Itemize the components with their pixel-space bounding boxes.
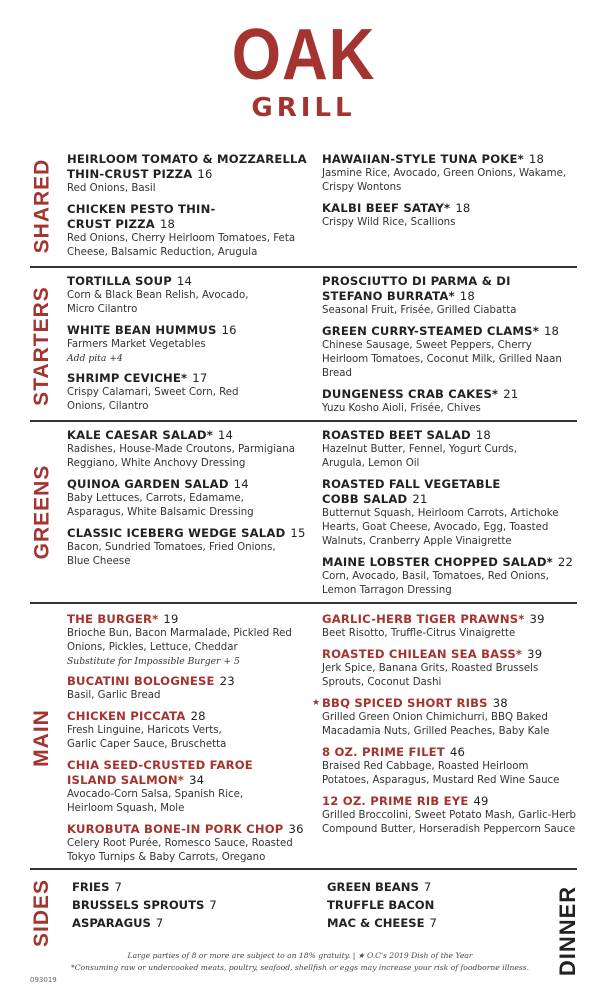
star-icon: ★ <box>312 698 321 708</box>
item-desc: Crispy Calamari, Sweet Corn, Red Onions, Cilantro <box>67 387 239 412</box>
left-column <box>67 612 317 871</box>
right-column <box>322 152 577 236</box>
item-desc: Butternut Squash, Heirloom Carrots, Artichoke Hearts, Goat Cheese, Avocado, Egg, Toasted Walnuts, Cranberry Apple Vinaigrette <box>322 508 559 547</box>
footer-line-2: *Consuming raw or undercooked meats, poultry, seafood, shellfish or eggs may increase your risk of foodborne illness. <box>70 963 530 972</box>
item-desc: Bacon, Sundried Tomatoes, Fried Onions, Blue Cheese <box>67 542 276 567</box>
item-name: HAWAIIAN-STYLE TUNA POKE* 18 <box>322 152 545 166</box>
divider <box>30 420 577 422</box>
item-desc: Yuzu Kosho Aioli, Frisée, Chives <box>322 403 481 414</box>
item-desc: Brioche Bun, Bacon Marmalade, Pickled Red Onions, Pickles, Lettuce, Cheddar <box>67 628 292 653</box>
footer-line-1: Large parties of 8 or more are subject to an 18% gratuity. | ★ O.C's 2019 Dish of the Year <box>127 951 473 960</box>
left-column <box>67 274 317 420</box>
divider <box>30 602 577 604</box>
left-column <box>67 428 317 575</box>
menu-item <box>67 758 317 816</box>
footer <box>60 950 540 974</box>
item-price: 18 <box>475 428 491 442</box>
menu-item <box>322 555 577 598</box>
menu-item <box>67 709 317 752</box>
menu-item <box>322 152 577 195</box>
item-name: SHRIMP CEVICHE* 17 <box>67 371 208 385</box>
logo <box>0 15 607 123</box>
section-starters <box>30 274 577 418</box>
section-label: GREENS <box>30 464 53 560</box>
item-desc: Basil, Garlic Bread <box>67 690 161 701</box>
item-price: 38 <box>492 696 508 710</box>
menu-item <box>67 526 317 569</box>
item-note: Substitute for Impossible Burger + 5 <box>67 656 240 667</box>
item-name: DUNGENESS CRAB CAKES* 21 <box>322 387 519 401</box>
menu-item <box>67 674 317 703</box>
menu-item <box>67 371 317 414</box>
item-name: CHIA SEED-CRUSTED FAROE ISLAND SALMON* 34 <box>67 758 253 787</box>
item-name: CHICKEN PESTO THIN-CRUST PIZZA 18 <box>67 202 216 231</box>
item-price: 23 <box>219 674 235 688</box>
item-name: GARLIC-HERB TIGER PRAWNS* 39 <box>322 612 545 626</box>
item-name: 12 OZ. PRIME RIB EYE 49 <box>322 794 489 808</box>
section-greens <box>30 428 577 596</box>
item-price: 19 <box>163 612 179 626</box>
menu-item <box>322 477 577 549</box>
item-desc: Grilled Green Onion Chimichurri, BBQ Baked Macadamia Nuts, Grilled Peaches, Baby Kale <box>322 712 550 737</box>
item-desc: Crispy Wild Rice, Scallions <box>322 217 456 228</box>
item-desc: Avocado-Corn Salsa, Spanish Rice, Heirloom Squash, Mole <box>67 789 244 814</box>
item-price: 16 <box>197 167 213 181</box>
right-column <box>327 878 467 932</box>
right-column <box>322 274 577 422</box>
item-name: CHICKEN PICCATA 28 <box>67 709 206 723</box>
item-desc: Corn, Avocado, Basil, Tomatoes, Red Onions, Lemon Tarragon Dressing <box>322 571 549 596</box>
section-label: MAIN <box>30 709 54 767</box>
menu-item <box>322 201 577 230</box>
item-name: ROASTED FALL VEGETABLE COBB SALAD 21 <box>322 477 501 506</box>
logo-grill: GRILL <box>251 93 356 123</box>
item-price: 17 <box>192 371 208 385</box>
menu-item <box>322 428 577 471</box>
item-name: KALBI BEEF SATAY* 18 <box>322 201 471 215</box>
item-price: 18 <box>455 201 471 215</box>
menu-item <box>67 202 317 260</box>
item-price: 7 <box>423 880 432 894</box>
side-item: GREEN BEANS 7 <box>327 880 432 894</box>
menu-item <box>67 323 317 365</box>
item-desc: Jerk Spice, Banana Grits, Roasted Brussels Sprouts, Coconut Dashi <box>322 663 539 688</box>
side-item: ASPARAGUS 7 <box>72 916 164 930</box>
item-desc: Baby Lettuces, Carrots, Edamame, Asparagus, White Balsamic Dressing <box>67 493 254 518</box>
menu-item <box>322 647 577 690</box>
item-desc: Grilled Broccolini, Sweet Potato Mash, Garlic-Herb Compound Butter, Horseradish Peppercorn Sauce <box>322 810 576 835</box>
item-price: 15 <box>290 526 306 540</box>
item-price: 14 <box>176 274 193 288</box>
item-desc: Red Onions, Cherry Heirloom Tomatoes, Feta Cheese, Balsamic Reduction, Arugula <box>67 233 296 258</box>
menu-code: 093019 <box>30 976 57 984</box>
item-name: KALE CAESAR SALAD* 14 <box>67 428 234 442</box>
item-price: 14 <box>217 428 234 442</box>
menu-item <box>322 612 577 641</box>
item-desc: Corn & Black Bean Relish, Avocado, Micro Cilantro <box>67 290 249 315</box>
section-shared <box>30 152 577 260</box>
right-column <box>322 428 577 604</box>
item-price: 34 <box>189 773 205 787</box>
item-name: THE BURGER* 19 <box>67 612 179 626</box>
divider <box>30 868 577 870</box>
item-price: 18 <box>459 289 475 303</box>
logo-oak: OAK <box>231 15 376 95</box>
menu-item <box>322 274 577 318</box>
item-price: 7 <box>114 880 122 894</box>
item-price: 49 <box>473 794 489 808</box>
menu-item <box>67 612 317 668</box>
item-note: Add pita +4 <box>67 353 123 364</box>
menu-item <box>67 428 317 471</box>
dinner-label: DINNER <box>555 885 580 977</box>
item-desc: Farmers Market Vegetables <box>67 339 206 350</box>
menu-item <box>67 274 317 317</box>
item-name: WHITE BEAN HUMMUS 16 <box>67 323 237 337</box>
item-price: 7 <box>209 898 217 912</box>
item-desc: Braised Red Cabbage, Roasted Heirloom Potatoes, Asparagus, Mustard Red Wine Sauce <box>322 761 560 786</box>
item-desc: Radishes, House-Made Croutons, Parmigiana Reggiano, White Anchovy Dressing <box>67 444 295 469</box>
item-name: TORTILLA SOUP 14 <box>67 274 193 288</box>
item-price: 18 <box>159 217 176 231</box>
item-desc: Beet Risotto, Truffle-Citrus Vinaigrette <box>322 628 516 639</box>
item-desc: Chinese Sausage, Sweet Peppers, Cherry Heirloom Tomatoes, Coconut Milk, Grilled Naan Bread <box>322 340 562 379</box>
menu-item <box>67 152 317 196</box>
right-column <box>312 612 577 843</box>
section-label: SIDES <box>30 878 53 948</box>
item-name: CLASSIC ICEBERG WEDGE SALAD 15 <box>67 526 306 540</box>
item-desc: Seasonal Fruit, Frisée, Grilled Ciabatta <box>322 305 517 316</box>
divider <box>30 266 577 268</box>
item-name: BUCATINI BOLOGNESE 23 <box>67 674 235 688</box>
menu-item <box>312 696 577 739</box>
item-name: 8 OZ. PRIME FILET 46 <box>322 745 466 759</box>
left-column <box>72 878 272 932</box>
menu-item <box>322 324 577 381</box>
item-price: 36 <box>288 822 304 836</box>
section-label: STARTERS <box>30 286 53 406</box>
section-label: SHARED <box>30 158 53 254</box>
item-price: 22 <box>557 555 574 569</box>
side-item: TRUFFLE BACON MAC & CHEESE 7 <box>327 898 437 930</box>
item-price: 18 <box>543 324 560 338</box>
item-name: ROASTED CHILEAN SEA BASS* 39 <box>322 647 543 661</box>
menu-item <box>67 822 317 865</box>
item-desc: Celery Root Purée, Romesco Sauce, Roasted Tokyo Turnips & Baby Carrots, Oregano <box>67 838 293 863</box>
item-desc: Fresh Linguine, Haricots Verts, Garlic Caper Sauce, Bruschetta <box>67 725 227 750</box>
section-sides <box>30 878 577 948</box>
item-price: 7 <box>155 916 164 930</box>
item-desc: Hazelnut Butter, Fennel, Yogurt Curds, Arugula, Lemon Oil <box>322 444 517 469</box>
side-item: BRUSSELS SPROUTS 7 <box>72 898 217 912</box>
item-price: 16 <box>221 323 237 337</box>
item-price: 39 <box>527 647 543 661</box>
item-desc: Red Onions, Basil <box>67 183 156 194</box>
item-name: MAINE LOBSTER CHOPPED SALAD* 22 <box>322 555 574 569</box>
item-name: ROASTED BEET SALAD 18 <box>322 428 491 442</box>
item-price: 18 <box>528 152 545 166</box>
item-price: 28 <box>190 709 206 723</box>
item-name: KUROBUTA BONE-IN PORK CHOP 36 <box>67 822 304 836</box>
item-price: 39 <box>529 612 545 626</box>
item-price: 21 <box>503 387 519 401</box>
left-column <box>67 152 317 266</box>
item-price: 21 <box>412 492 428 506</box>
item-name: HEIRLOOM TOMATO & MOZZARELLA THIN-CRUST PIZZA 16 <box>67 152 307 181</box>
section-main <box>30 612 577 864</box>
side-item: FRIES 7 <box>72 880 122 894</box>
item-name: GREEN CURRY-STEAMED CLAMS* 18 <box>322 324 560 338</box>
item-name: PROSCIUTTO DI PARMA & DI STEFANO BURRATA* 18 <box>322 274 511 303</box>
menu-item <box>322 745 577 788</box>
item-name: QUINOA GARDEN SALAD 14 <box>67 477 249 491</box>
item-price: 14 <box>233 477 249 491</box>
item-name: BBQ SPICED SHORT RIBS 38 <box>322 696 508 710</box>
menu-item <box>67 477 317 520</box>
menu-item <box>322 794 577 837</box>
item-price: 7 <box>429 916 437 930</box>
item-desc: Jasmine Rice, Avocado, Green Onions, Wakame, Crispy Wontons <box>322 168 567 193</box>
item-price: 46 <box>449 745 466 759</box>
menu-item <box>322 387 577 416</box>
